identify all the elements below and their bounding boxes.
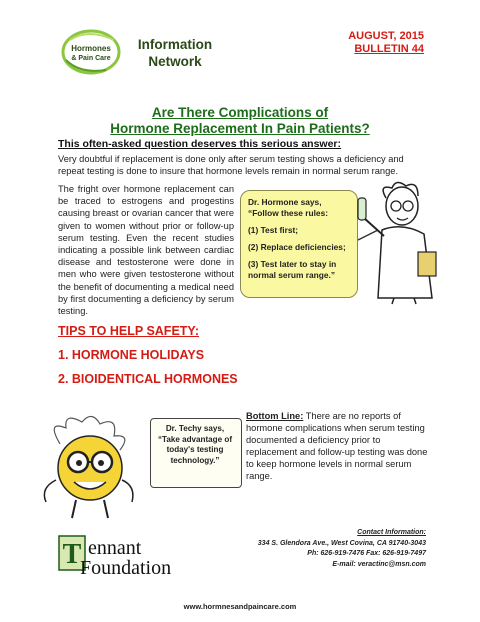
tips-heading: TIPS TO HELP SAFETY:: [58, 324, 199, 338]
dr-techy-quote: [152, 424, 238, 466]
network-title-line-2: Network: [148, 54, 202, 69]
bottom-line-label: Bottom Line:: [246, 411, 304, 421]
tennant-foundation: Foundation: [80, 557, 172, 579]
website-url[interactable]: www.hormnesandpaincare.com: [183, 602, 297, 611]
tip-2: 2. BIOIDENTICAL HORMONES: [58, 372, 238, 386]
article-title-line-1: Are There Complications of: [151, 105, 329, 120]
hormones-pain-care-logo: [60, 26, 122, 78]
dr-hormone-quote: [248, 197, 356, 281]
network-title-line-1: Information: [137, 37, 213, 52]
tip-1: 1. HORMONE HOLIDAYS: [58, 348, 205, 362]
contact-email[interactable]: E-mail: veractinc@msn.com: [332, 560, 426, 568]
article-title-line-2: Hormone Replacement In Pain Patients?: [110, 121, 370, 136]
body-paragraph: The fright over hormone replacement can be traced to estrogens and progestins causing breast or ovarian cancer that were given to women without prior or follow-up serum testing. Even the recent studies indicating a possible link between cardiac disease and testosterone were done in men who were given testosterone without the benefit of documenting a medical need by first documenting a deficiency by serum testing.: [58, 184, 234, 317]
rule-3: (3) Test later to stay in normal serum range.”: [248, 259, 337, 280]
dr-hormone-illustration: [352, 178, 444, 306]
bottom-line-text: There are no reports of hormone complications when serum testing documented a deficiency prior to replacement and follow-up testing was done to keep hormone levels in normal serum range.: [246, 411, 428, 481]
dr-techy-says: Dr. Techy says,: [165, 424, 225, 433]
rule-1: (1) Test first;: [248, 225, 299, 235]
bulletin-number: BULLETIN 44: [354, 43, 424, 55]
contact-address: 334 S. Glendora Ave., West Covina, CA 91740-3043: [257, 539, 426, 547]
tennant-initial: T: [62, 539, 82, 570]
subheading: This often-asked question deserves this serious answer:: [58, 138, 342, 150]
issue-info: [348, 30, 424, 56]
logo-line-1: Hormones: [71, 44, 111, 53]
dr-hormone-says: Dr. Hormone says,: [248, 197, 322, 207]
logo-line-2: & Pain Care: [71, 55, 111, 62]
bottom-line: [246, 410, 430, 482]
dr-techy-advice: “Take advantage of today's testing technology.”: [157, 434, 233, 465]
issue-date: AUGUST, 2015: [348, 30, 424, 42]
contact-phone: Ph: 626-919-7476 Fax: 626-919-7497: [307, 550, 426, 557]
dr-hormone-intro: “Follow these rules:: [248, 208, 329, 218]
contact-information: [226, 528, 426, 570]
safety-tips: [58, 324, 238, 396]
article-title: [60, 105, 420, 137]
tennant-name: ennant: [88, 537, 142, 559]
network-title: [120, 36, 230, 70]
contact-heading: Contact Information:: [357, 529, 426, 536]
intro-paragraph: Very doubtful if replacement is done only after serum testing shows a deficiency and repeat testing is done to insure that hormone levels remain in normal serum range.: [58, 154, 404, 177]
dr-techy-illustration: [36, 410, 146, 522]
rule-2: (2) Replace deficiencies;: [248, 242, 346, 252]
